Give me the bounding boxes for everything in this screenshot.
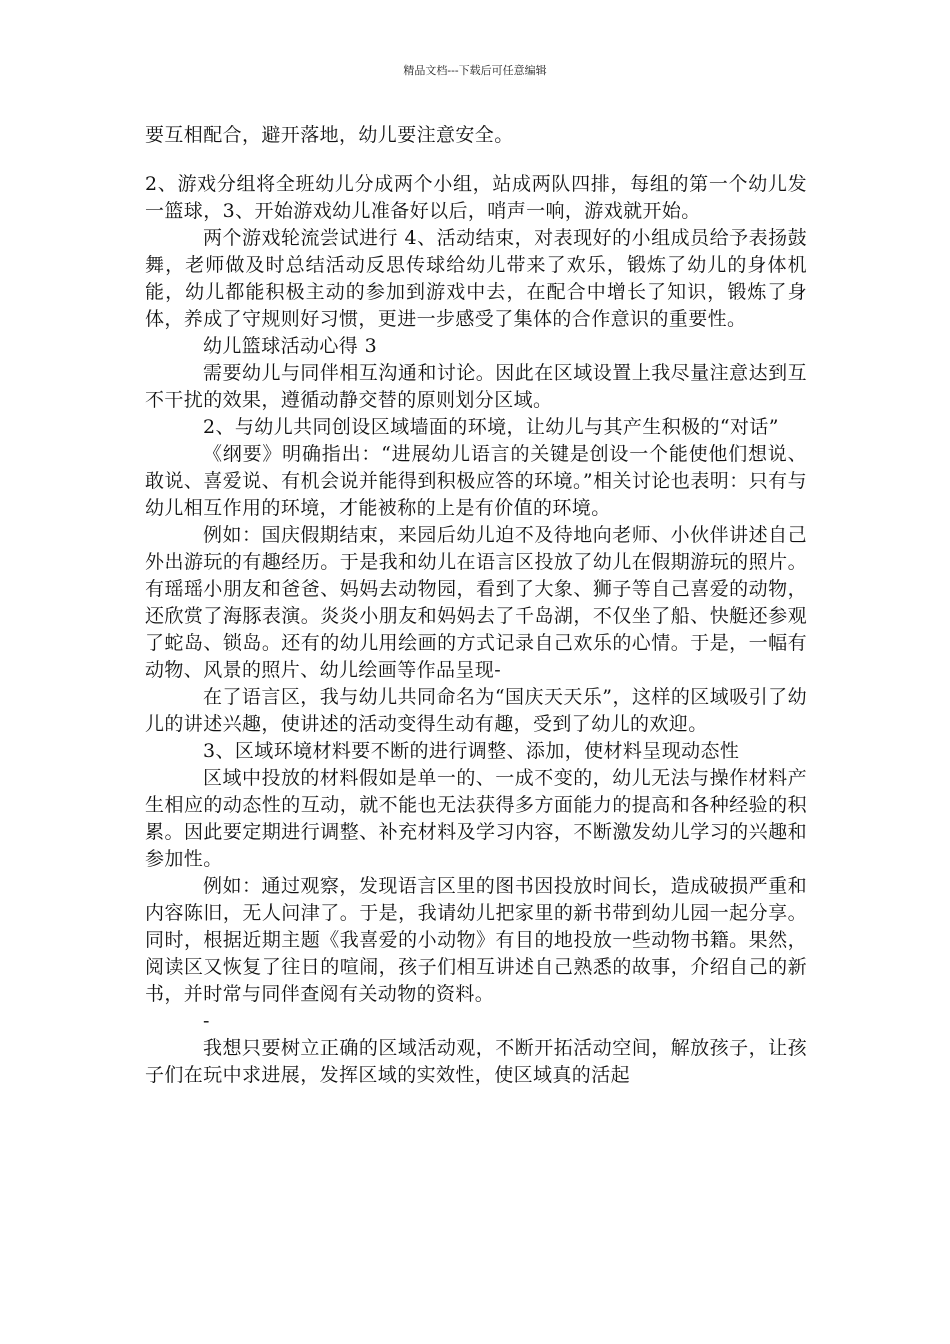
paragraph-3: 两个游戏轮流尝试进行 4、活动结束，对表现好的小组成员给予表扬鼓舞，老师做及时总结活动反思传球给幼儿带来了欢乐，锻炼了幼儿的身体机能，幼儿都能积极主动的参加到游戏中去，在配合中增长了知识，锻炼了身体，养成了守规则好习惯，更进一步感受了集体的合作意识的重要性。 bbox=[145, 227, 807, 330]
page-header: 精品文档---下载后可任意编辑 bbox=[403, 64, 547, 77]
paragraph-9: 3、区域环境材料要不断的进行调整、添加，使材料呈现动态性 bbox=[203, 740, 740, 762]
paragraph-12: 我想只要树立正确的区域活动观，不断开拓活动空间，解放孩子，让孩子们在玩中求进展，发挥区域的实效性，使区域真的活起 bbox=[145, 1037, 807, 1086]
paragraph-7: 例如：国庆假期结束，来园后幼儿迫不及待地向老师、小伙伴讲述自己外出游玩的有趣经历。于是我和幼儿在语言区投放了幼儿在假期游玩的照片。有瑶瑶小朋友和爸爸、妈妈去动物园，看到了大象、狮子等自己喜爱的动物，还欣赏了海豚表演。炎炎小朋友和妈妈去了千岛湖，不仅坐了船、快艇还参观了蛇岛、锁岛。还有的幼儿用绘画的方式记录自己欢乐的心情。于是，一幅有动物、风景的照片、幼儿绘画等作品呈现- bbox=[145, 524, 807, 681]
dash-separator: - bbox=[203, 1010, 210, 1032]
paragraph-4: 需要幼儿与同伴相互沟通和讨论。因此在区域设置上我尽量注意达到互不干扰的效果，遵循动静交替的原则划分区域。 bbox=[145, 362, 807, 411]
paragraph-10: 区域中投放的材料假如是单一的、一成不变的，幼儿无法与操作材料产生相应的动态性的互动，就不能也无法获得多方面能力的提高和各种经验的积累。因此要定期进行调整、补充材料及学习内容，不断激发幼儿学习的兴趣和参加性。 bbox=[145, 767, 807, 870]
paragraph-6: 《纲要》明确指出：“进展幼儿语言的关键是创设一个能使他们想说、敢说、喜爱说、有机会说并能得到积极应答的环境。”相关讨论也表明：只有与幼儿相互作用的环境，才能被称的上是有价值的环境。 bbox=[145, 443, 807, 519]
paragraph-2: 2、游戏分组将全班幼儿分成两个小组，站成两队四排，每组的第一个幼儿发一篮球，3、开始游戏幼儿准备好以后，哨声一响，游戏就开始。 bbox=[145, 173, 807, 222]
document-body bbox=[145, 122, 807, 1089]
section-heading: 幼儿篮球活动心得 3 bbox=[203, 335, 378, 357]
paragraph-5: 2、与幼儿共同创设区域墙面的环境，让幼儿与其产生积极的“对话” bbox=[203, 416, 779, 438]
paragraph-8: 在了语言区，我与幼儿共同命名为“国庆天天乐”，这样的区域吸引了幼儿的讲述兴趣，使讲述的活动变得生动有趣，受到了幼儿的欢迎。 bbox=[145, 686, 807, 735]
paragraph-1: 要互相配合，避开落地，幼儿要注意安全。 bbox=[145, 124, 514, 146]
paragraph-11: 例如：通过观察，发现语言区里的图书因投放时间长，造成破损严重和内容陈旧，无人问津了。于是，我请幼儿把家里的新书带到幼儿园一起分享。同时，根据近期主题《我喜爱的小动物》有目的地投放一些动物书籍。果然，阅读区又恢复了往日的喧闹，孩子们相互讲述自己熟悉的故事，介绍自己的新书，并时常与同伴查阅有关动物的资料。 bbox=[145, 875, 807, 1005]
